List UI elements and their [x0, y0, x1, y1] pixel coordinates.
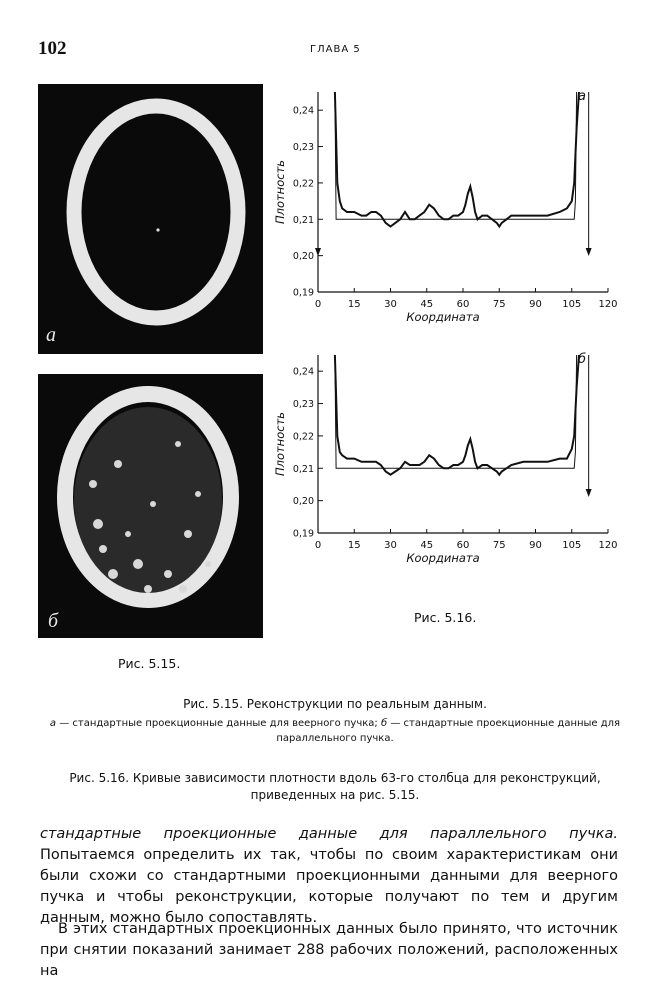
y-tick-label: 0,23	[292, 399, 314, 411]
x-tick-label: 75	[492, 299, 506, 310]
y-tick-label: 0,20	[292, 251, 314, 263]
x-axis-label: Координата	[406, 310, 480, 324]
x-tick-label: 90	[529, 299, 542, 310]
body-italic-phrase: стандартные проекционные данные для параллельного пучка.	[40, 826, 618, 842]
x-tick-label: 0	[314, 540, 322, 551]
caption-letter-b: б	[380, 718, 388, 729]
x-tick-label: 15	[347, 540, 361, 551]
fig-5-16-caption-line2: приведенных на рис. 5.15.	[250, 788, 420, 802]
fig-5-15-caption-desc	[40, 716, 630, 746]
y-tick-label: 0,19	[292, 287, 314, 299]
x-tick-label: 60	[456, 299, 470, 310]
skull-outline-a	[38, 84, 263, 354]
x-tick-label: 30	[384, 540, 397, 551]
x-tick-label: 75	[492, 540, 506, 551]
caption-desc-b: — стандартные проекционные данные для параллельного пучка.	[276, 718, 621, 744]
y-tick-label: 0,21	[292, 214, 314, 226]
y-tick-label: 0,22	[292, 431, 314, 443]
x-tick-label: 105	[562, 540, 582, 551]
fig-5-16-caption	[40, 770, 630, 804]
x-tick-label: 0	[314, 299, 322, 310]
reconstruction-image-b	[38, 374, 263, 638]
x-tick-label: 90	[529, 540, 542, 551]
x-tick-label: 45	[420, 299, 434, 310]
x-tick-label: 15	[347, 299, 361, 310]
body-paragraph-2: В этих стандартных проекционных данных было принято, что источник при снятии показаний занимает 288 рабочих положений, расположенных на	[40, 921, 618, 979]
chart-panel-letter: б	[578, 352, 587, 367]
series-line-reference	[335, 355, 577, 468]
fig-5-15-caption-title: Рис. 5.15. Реконструкции по реальным данным.	[183, 697, 487, 711]
panel-letter-b: б	[48, 610, 59, 632]
arrow-head	[315, 248, 321, 256]
y-tick-label: 0,19	[292, 528, 314, 540]
reconstruction-image-a	[38, 84, 263, 354]
x-tick-label: 30	[384, 299, 397, 310]
arrow-head	[586, 489, 592, 497]
density-chart-b	[268, 345, 638, 585]
series-line-reference	[335, 92, 577, 219]
body-paragraph-1-rest: Попытаемся определить их так, чтобы по своим характеристикам они были схожи со стандартными проекционными данными для веерного пучка и чтобы реконструкции, которые получают по тем и другим данным, можно было сопоставлять.	[40, 847, 618, 926]
fig-5-16-caption-line1: Рис. 5.16. Кривые зависимости плотности вдоль 63-го столбца для реконструкций,	[69, 771, 601, 785]
y-tick-label: 0,24	[292, 105, 314, 117]
series-line-reconstruction	[335, 92, 579, 227]
series-line-reconstruction	[335, 355, 579, 475]
x-tick-label: 45	[420, 540, 434, 551]
y-tick-label: 0,21	[292, 463, 314, 475]
x-tick-label: 120	[598, 299, 618, 310]
skull-outline-b	[38, 374, 263, 638]
chart-panel-letter: а	[578, 89, 586, 104]
y-tick-label: 0,22	[292, 178, 314, 190]
x-axis-label: Координата	[406, 551, 480, 565]
density-chart-a	[268, 82, 638, 344]
y-axis-label: Плотность	[273, 159, 287, 225]
x-tick-label: 60	[456, 540, 470, 551]
y-tick-label: 0,24	[292, 366, 314, 378]
x-tick-label: 105	[562, 299, 582, 310]
body-paragraph-1	[40, 824, 618, 929]
y-tick-label: 0,20	[292, 496, 314, 508]
arrow-head	[586, 248, 592, 256]
panel-letter-a: а	[46, 324, 56, 346]
x-tick-label: 120	[598, 540, 618, 551]
fig-5-15-label: Рис. 5.15.	[118, 656, 181, 671]
y-tick-label: 0,23	[292, 142, 314, 154]
caption-desc-a: — стандартные проекционные данные для веерного пучка;	[56, 718, 381, 729]
fig-5-16-label: Рис. 5.16.	[414, 610, 477, 625]
caption-letter-a: а	[49, 718, 57, 729]
page-number: 102	[38, 38, 67, 59]
chapter-header: ГЛАВА 5	[310, 44, 361, 55]
y-axis-label: Плотность	[273, 411, 287, 477]
